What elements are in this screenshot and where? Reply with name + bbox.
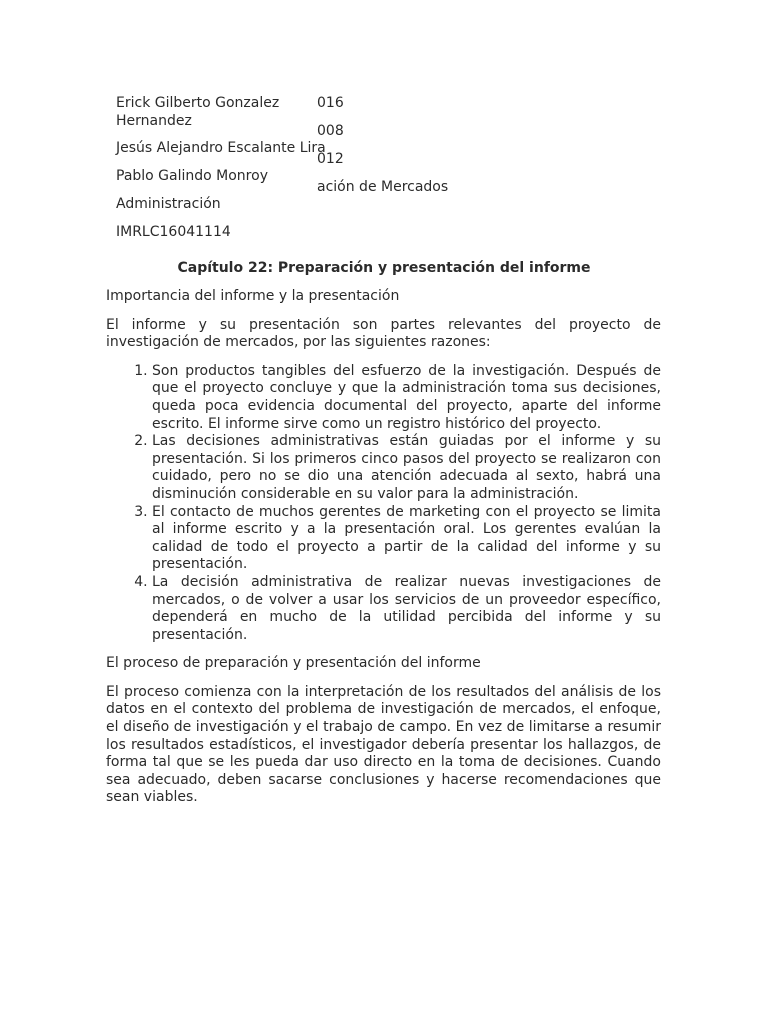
author-name: Erick Gilberto Gonzalez Hernandez [116,95,280,129]
document-body [106,288,661,818]
clipped-value: ación de Mercados [317,179,449,195]
list-item: 2. Las decisiones administrativas están guiadas por el informe y su presentación. Si los primeros cinco pasos del proyecto se realizaron con cuidado, pero no se dio una atención adecuada al sexto, habrá una disminución considerable en su valor para la administración. [152,433,661,503]
clipped-value: 008 [317,123,344,139]
course-code: IMRLC16041114 [116,224,231,240]
list-item: 4. La decisión administrativa de realizar nuevas investigaciones de mercados, o de volver a usar los servicios de un proveedor específico, dependerá en mucho de la utilidad percibida del informe y su presentación. [152,574,661,644]
section-heading: El proceso de preparación y presentación del informe [106,655,481,672]
intro-paragraph: El informe y su presentación son partes relevantes del proyecto de investigación de mercados, por las siguientes razones: [106,316,661,351]
list-item: 3. El contacto de muchos gerentes de marketing con el proyecto se limita al informe escrito y a la presentación oral. Los gerentes evalúan la calidad de todo el proyecto a partir de la calidad del informe y su presentación. [152,504,661,574]
author-info-column [116,94,331,251]
clipped-info-column [317,94,531,206]
author-name: Jesús Alejandro Escalante Lira [116,140,326,156]
clipped-value: 012 [317,151,344,167]
clipped-value: 016 [317,95,344,111]
section-heading: Importancia del informe y la presentación [106,288,400,304]
body-paragraph: El proceso comienza con la interpretación de los resultados del análisis de los datos en el contexto del problema de investigación de mercados, el enfoque, el diseño de investigación y el trabajo de campo. En vez de limitarse a resumir los resultados estadísticos, el investigador debería presentar los hallazgos, de forma tal que se les pueda dar uso directo en la toma de decisiones. Cuando sea adecuado, deben sacarse conclusiones y hacerse recomendaciones que sean viables. [106,683,661,806]
author-name: Pablo Galindo Monroy [116,168,268,184]
course-label: Administración [116,196,221,212]
list-item: 1. Son productos tangibles del esfuerzo de la investigación. Después de que el proyecto concluye y que la administración toma sus decisiones, queda poca evidencia documental del proyecto, aparte del informe escrito. El informe sirve como un registro histórico del proyecto. [152,363,661,433]
chapter-title: Capítulo 22: Preparación y presentación del informe [177,260,591,276]
reasons-list [106,363,661,645]
